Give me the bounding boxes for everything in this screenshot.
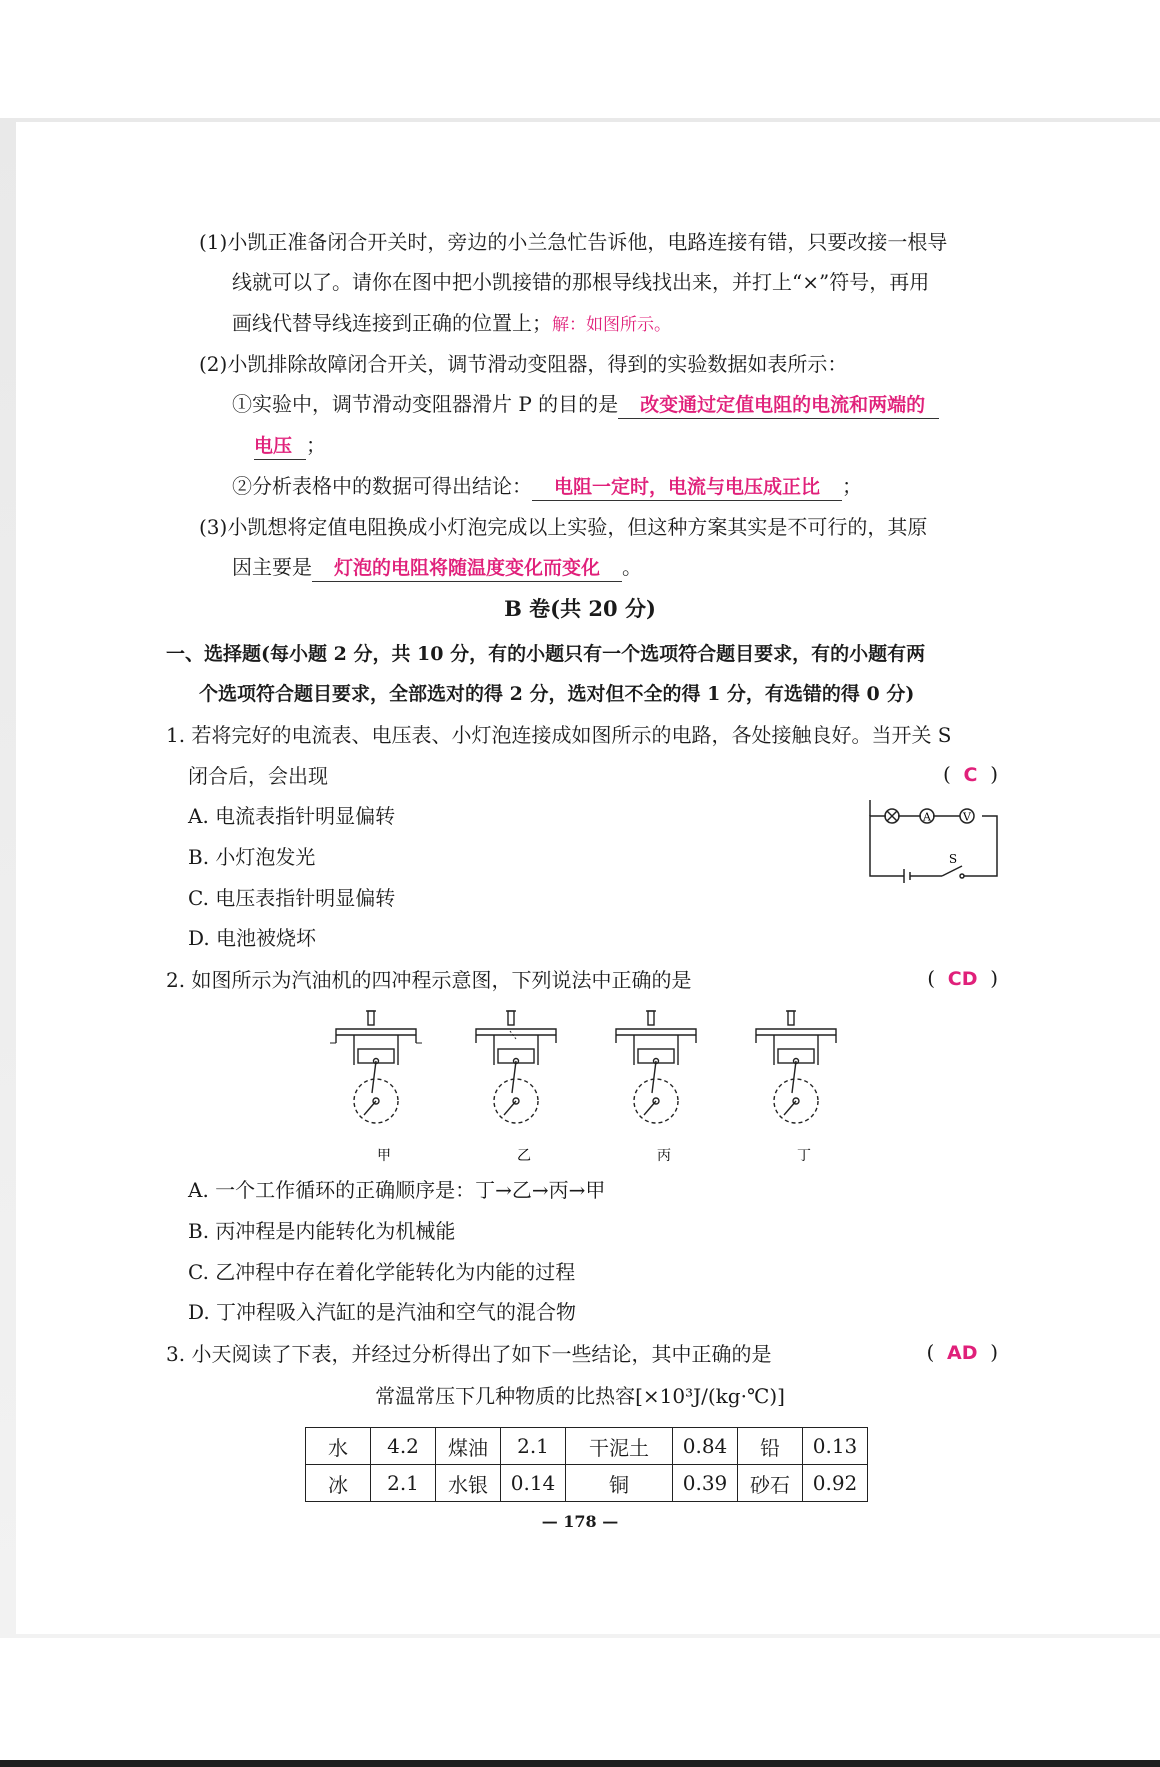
engine-label-ding: 丁 xyxy=(797,1148,811,1164)
a-q3-line2 xyxy=(232,553,642,582)
table-cell: 0.84 xyxy=(673,1428,738,1465)
a-q1-answer: 解：如图所示。 xyxy=(552,315,671,335)
paren-open: ( xyxy=(926,1340,935,1364)
a-q1-line3-text: 画线代替导线连接到正确的位置上； xyxy=(232,311,552,335)
section-line1: 一、选择题(每小题 2 分，共 10 分，有的小题只有一个选项符合题目要求，有的小题有两 xyxy=(166,643,926,665)
b-q1-answer-bracket xyxy=(943,762,998,786)
a-q3-period: 。 xyxy=(622,555,643,579)
b-q3-line1: 3. 小天阅读了下表，并经过分析得出了如下一些结论，其中正确的是 xyxy=(166,1342,772,1366)
table-row xyxy=(306,1428,868,1465)
engine-label-yi: 乙 xyxy=(517,1148,531,1164)
a-q2-sub2-semicolon: ； xyxy=(842,474,863,498)
b-q2-answer: CD xyxy=(947,968,978,990)
table-cell: 0.92 xyxy=(803,1465,868,1502)
b-q2-option-d: D. 丁冲程吸入汽缸的是汽油和空气的混合物 xyxy=(188,1300,577,1324)
a-q1-line2: 线就可以了。请你在图中把小凯接错的那根导线找出来，并打上“×”符号，再用 xyxy=(232,270,930,294)
specific-heat-table xyxy=(305,1427,868,1502)
b-q1-option-d: D. 电池被烧坏 xyxy=(188,926,317,950)
table-cell: 2.1 xyxy=(501,1428,566,1465)
a-q1-line1: (1)小凯正准备闭合开关时，旁边的小兰急忙告诉他，电路连接有错，只要改接一根导 xyxy=(199,230,948,254)
b-q1-line2: 闭合后，会出现 xyxy=(188,764,328,788)
table-cell: 0.14 xyxy=(501,1465,566,1502)
a-q1-line3 xyxy=(232,309,671,339)
switch-label: S xyxy=(948,852,958,866)
a-q2-line1: (2)小凯排除故障闭合开关，调节滑动变阻器，得到的实验数据如表所示： xyxy=(199,352,848,376)
table-cell: 4.2 xyxy=(371,1428,436,1465)
table-cell: 冰 xyxy=(306,1465,371,1502)
b-q3-answer: AD xyxy=(946,1342,978,1364)
a-q2-sub2 xyxy=(232,472,862,501)
b-q1-option-a: A. 电流表指针明显偏转 xyxy=(188,804,396,828)
paren-close: ) xyxy=(990,966,998,990)
paren-open: ( xyxy=(927,966,936,990)
a-q2-sub2-answer: 电阻一定时，电流与电压成正比 xyxy=(532,474,842,501)
b-q3-answer-bracket xyxy=(926,1340,998,1364)
ammeter-label: A xyxy=(923,810,931,824)
a-q2-sub1-semicolon: ； xyxy=(306,433,327,457)
engine-bing xyxy=(616,1011,696,1123)
a-q2-sub1 xyxy=(232,390,939,419)
a-q2-sub1-text: ①实验中，调节滑动变阻器滑片 P 的目的是 xyxy=(232,392,619,416)
b-q2-option-a: A. 一个工作循环的正确顺序是：丁→乙→丙→甲 xyxy=(188,1178,606,1202)
section-line2: 个选项符合题目要求，全部选对的得 2 分，选对但不全的得 1 分，有选错的得 0 分) xyxy=(199,683,915,705)
engine-yi xyxy=(476,1011,556,1123)
paren-close: ) xyxy=(990,762,998,786)
b-q2-option-b: B. 丙冲程是内能转化为机械能 xyxy=(188,1219,456,1243)
a-q3-line2-text: 因主要是 xyxy=(232,555,312,579)
table-cell: 2.1 xyxy=(371,1465,436,1502)
table-cell: 干泥土 xyxy=(566,1428,673,1465)
b-q1-line1: 1. 若将完好的电流表、电压表、小灯泡连接成如图所示的电路，各处接触良好。当开关 S xyxy=(166,723,952,747)
a-q2-sub1-answer-b: 电压 xyxy=(254,433,306,460)
table-cell: 砂石 xyxy=(738,1465,803,1502)
b-q1-option-c: C. 电压表指针明显偏转 xyxy=(188,886,396,910)
table-cell: 0.39 xyxy=(673,1465,738,1502)
a-q3-answer: 灯泡的电阻将随温度变化而变化 xyxy=(312,555,622,582)
table-title: 常温常压下几种物质的比热容[×10³J/(kg·℃)] xyxy=(375,1384,785,1408)
table-cell: 铅 xyxy=(738,1428,803,1465)
table-cell: 煤油 xyxy=(436,1428,501,1465)
engine-strokes-figure xyxy=(330,1005,850,1167)
engine-ding xyxy=(756,1011,836,1123)
b-q1-answer: C xyxy=(963,764,978,786)
a-q2-sub1-cont xyxy=(254,431,326,460)
b-q2-answer-bracket xyxy=(927,966,998,990)
table-cell: 水 xyxy=(306,1428,371,1465)
b-q2-option-c: C. 乙冲程中存在着化学能转化为内能的过程 xyxy=(188,1260,576,1284)
table-cell: 铜 xyxy=(566,1465,673,1502)
engine-jia xyxy=(330,1011,422,1123)
a-q2-sub2-text: ②分析表格中的数据可得出结论： xyxy=(232,474,532,498)
part-b-title: B 卷(共 20 分) xyxy=(504,596,656,621)
bottom-bar xyxy=(0,1760,1160,1767)
a-q3-line1: (3)小凯想将定值电阻换成小灯泡完成以上实验，但这种方案其实是不可行的，其原 xyxy=(199,515,928,539)
voltmeter-label: V xyxy=(963,810,971,824)
table-row xyxy=(306,1465,868,1502)
page-number: — 178 — xyxy=(541,1512,619,1531)
engine-label-bing: 丙 xyxy=(657,1148,671,1164)
a-q2-sub1-answer-a: 改变通过定值电阻的电流和两端的 xyxy=(618,392,939,419)
b-q1-option-b: B. 小灯泡发光 xyxy=(188,845,316,869)
table-cell: 水银 xyxy=(436,1465,501,1502)
paren-open: ( xyxy=(942,762,951,786)
paren-close: ) xyxy=(990,1340,998,1364)
b-q2-line1: 2. 如图所示为汽油机的四冲程示意图，下列说法中正确的是 xyxy=(166,968,692,992)
circuit-diagram xyxy=(866,800,1002,884)
engine-label-jia: 甲 xyxy=(377,1148,391,1164)
table-cell: 0.13 xyxy=(803,1428,868,1465)
